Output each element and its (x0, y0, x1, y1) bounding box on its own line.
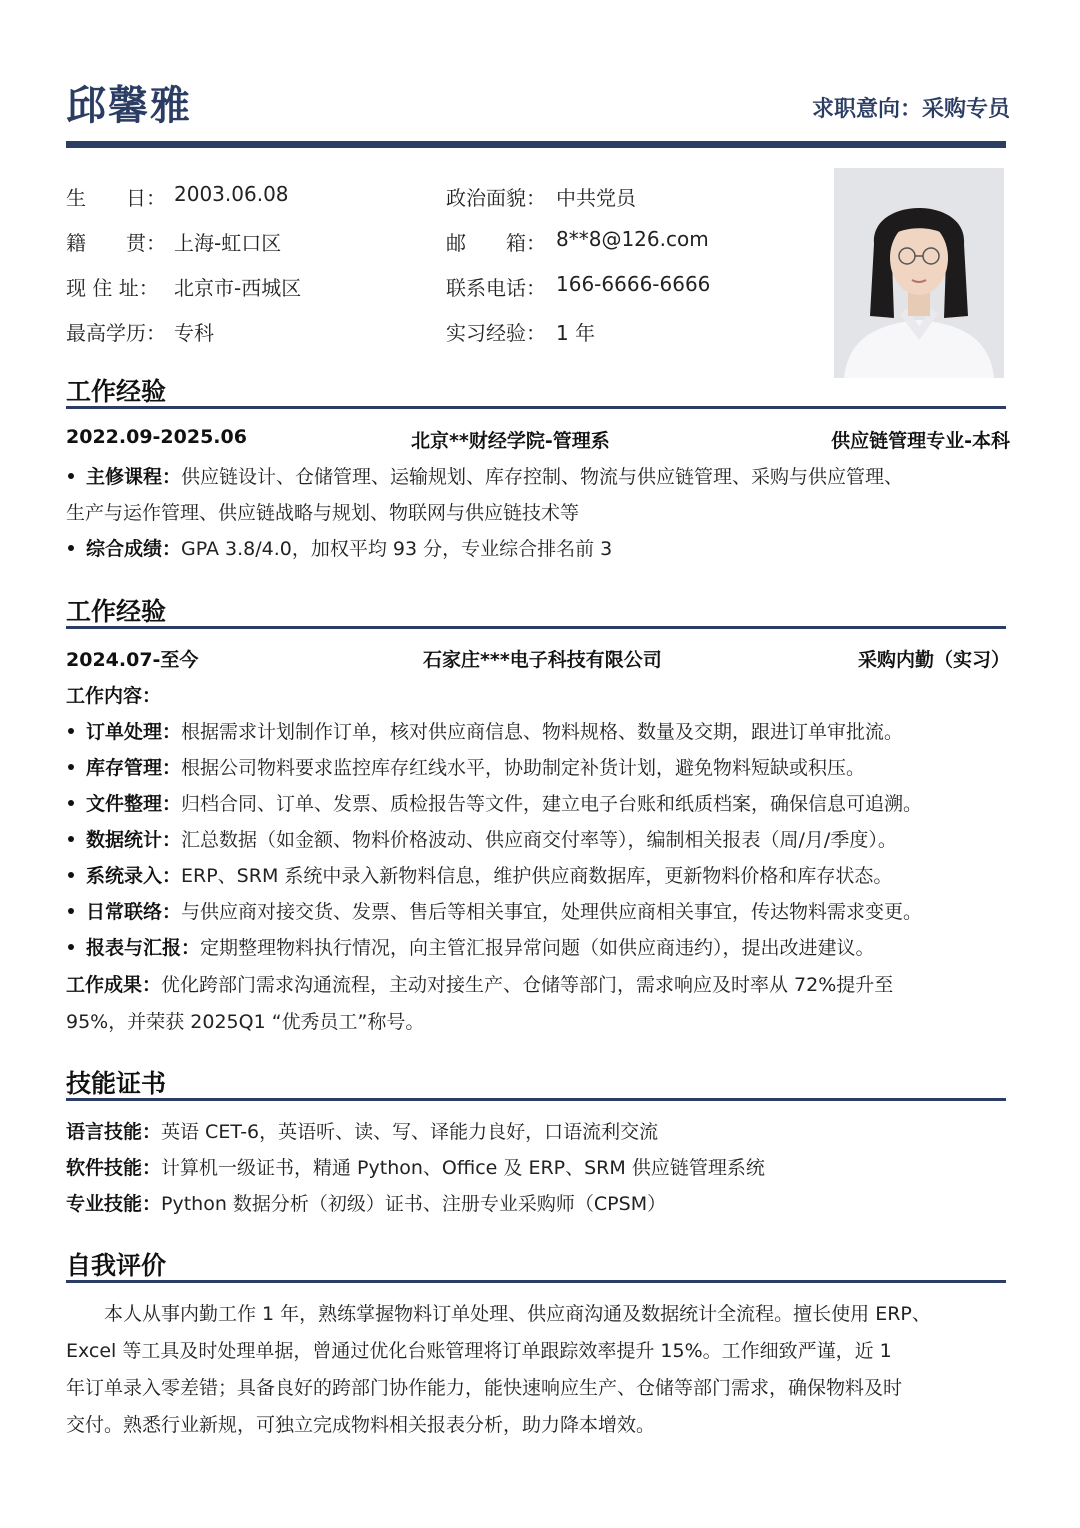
portrait-icon (834, 168, 1004, 378)
profile-photo (834, 168, 1004, 378)
work-company: 石家庄***电子科技有限公司 (423, 649, 662, 671)
bullet-icon (68, 764, 74, 770)
address-label: 现 住 址： (66, 276, 159, 300)
skill-label: 语言技能： (66, 1121, 162, 1143)
work-period: 2024.07-至今 (66, 649, 199, 671)
internship-value: 1 年 (556, 321, 596, 345)
address-value: 北京市-西城区 (174, 276, 302, 300)
work-result (66, 970, 893, 997)
duty-label: 系统录入： (86, 865, 182, 887)
birth-value: 2003.06.08 (174, 182, 289, 206)
education-period: 2022.09-2025.06 (66, 426, 247, 448)
duty-label: 报表与汇报： (86, 937, 201, 959)
work-result-text-continued: 95%，并荣获 2025Q1 “优秀员工”称号。 (66, 1011, 425, 1033)
work-content-label: 工作内容： (66, 685, 162, 707)
skill-label: 专业技能： (66, 1193, 162, 1215)
self-eval-text: 年订单录入零差错；具备良好的跨部门协作能力，能快速响应生产、仓储等部门需求，确保物料及时 (66, 1377, 903, 1399)
education-section-divider (66, 406, 1006, 409)
skill-text: 英语 CET-6，英语听、读、写、译能力良好，口语流利交流 (161, 1121, 659, 1143)
bullet-icon (68, 800, 74, 806)
bullet-icon (68, 944, 74, 950)
list-item (66, 1189, 666, 1216)
self-eval-text: Excel 等工具及时处理单据，曾通过优化台账管理将订单跟踪效率提升 15%。工作细致严谨，近 1 (66, 1340, 892, 1362)
courses-text-continued: 生产与运作管理、供应链战略与规划、物联网与供应链技术等 (66, 502, 580, 524)
education-level-value: 专科 (174, 321, 214, 345)
work-result-label: 工作成果： (66, 974, 162, 996)
origin-label: 籍 贯： (66, 231, 166, 255)
duty-label: 日常联络： (86, 901, 182, 923)
list-item (66, 1117, 658, 1144)
skills-section-title: 技能证书 (66, 1069, 167, 1098)
header-divider (66, 141, 1006, 148)
list-item (66, 1153, 765, 1180)
list-item (66, 753, 865, 780)
politics-label: 政治面貌： (446, 186, 546, 210)
duty-text: 与供应商对接交货、发票、售后等相关事宜，处理供应商相关事宜，传达物料需求变更。 (181, 901, 923, 923)
bullet-icon (68, 728, 74, 734)
work-section-divider (66, 626, 1006, 629)
duty-label: 库存管理： (86, 757, 182, 779)
skills-section-divider (66, 1098, 1006, 1101)
skill-label: 软件技能： (66, 1157, 162, 1179)
duty-label: 订单处理： (86, 721, 182, 743)
grades-label: 综合成绩： (86, 538, 182, 560)
duty-text: 定期整理物料执行情况，向主管汇报异常问题（如供应商违约），提出改进建议。 (200, 937, 875, 959)
phone-value: 166-6666-6666 (556, 272, 711, 296)
list-item (66, 789, 922, 816)
duty-text: 根据公司物料要求监控库存红线水平，协助制定补货计划，避免物料短缺或积压。 (181, 757, 866, 779)
list-item (66, 897, 922, 924)
self-eval-text: 本人从事内勤工作 1 年，熟练掌握物料订单处理、供应商沟通及数据统计全流程。擅长使用 ERP、 (104, 1303, 931, 1325)
bullet-icon (68, 872, 74, 878)
work-role: 采购内勤（实习） (857, 649, 1010, 671)
duty-label: 数据统计： (86, 829, 182, 851)
grades-text: GPA 3.8/4.0，加权平均 93 分，专业综合排名前 3 (181, 538, 613, 560)
list-item (66, 861, 892, 888)
duty-text: 汇总数据（如金额、物料价格波动、供应商交付率等），编制相关报表（周/月/季度）。 (181, 829, 897, 851)
list-item (66, 717, 903, 744)
origin-value: 上海-虹口区 (174, 231, 282, 255)
list-item (66, 933, 875, 960)
list-item (66, 825, 897, 852)
birth-label: 生 日： (66, 186, 166, 210)
skill-text: Python 数据分析（初级）证书、注册专业采购师（CPSM） (161, 1193, 667, 1215)
work-result-text: 优化跨部门需求沟通流程，主动对接生产、仓储等部门，需求响应及时率从 72%提升至 (161, 974, 894, 996)
duty-label: 文件整理： (86, 793, 182, 815)
work-section-title: 工作经验 (66, 597, 167, 626)
education-school: 北京**财经学院-管理系 (411, 430, 610, 452)
bullet-icon (68, 545, 74, 551)
courses-label: 主修课程： (86, 466, 182, 488)
self-eval-section-title: 自我评价 (66, 1251, 167, 1280)
skill-text: 计算机一级证书，精通 Python、Office 及 ERP、SRM 供应链管理系统 (161, 1157, 765, 1179)
education-level-label: 最高学历： (66, 321, 166, 345)
email-value: 8**8@126.com (556, 227, 709, 251)
self-eval-text: 交付。熟悉行业新规，可独立完成物料相关报表分析，助力降本增效。 (66, 1414, 656, 1436)
phone-label: 联系电话： (446, 276, 546, 300)
job-intent: 求职意向：采购专员 (811, 97, 1010, 122)
bullet-icon (68, 836, 74, 842)
politics-value: 中共党员 (556, 186, 636, 210)
list-item (66, 534, 612, 561)
duty-text: 根据需求计划制作订单，核对供应商信息、物料规格、数量及交期，跟进订单审批流。 (181, 721, 904, 743)
duty-text: ERP、SRM 系统中录入新物料信息，维护供应商数据库，更新物料价格和库存状态。 (181, 865, 893, 887)
courses-text: 供应链设计、仓储管理、运输规划、库存控制、物流与供应链管理、采购与供应管理、 (181, 466, 904, 488)
candidate-name: 邱馨雅 (66, 83, 192, 129)
list-item (66, 462, 903, 489)
bullet-icon (68, 908, 74, 914)
duty-text: 归档合同、订单、发票、质检报告等文件，建立电子台账和纸质档案，确保信息可追溯。 (181, 793, 923, 815)
bullet-icon (68, 473, 74, 479)
education-major: 供应链管理专业-本科 (831, 430, 1010, 452)
email-label: 邮 箱： (446, 231, 546, 255)
internship-label: 实习经验： (446, 321, 546, 345)
self-eval-section-divider (66, 1280, 1006, 1283)
education-section-title: 工作经验 (66, 377, 167, 406)
